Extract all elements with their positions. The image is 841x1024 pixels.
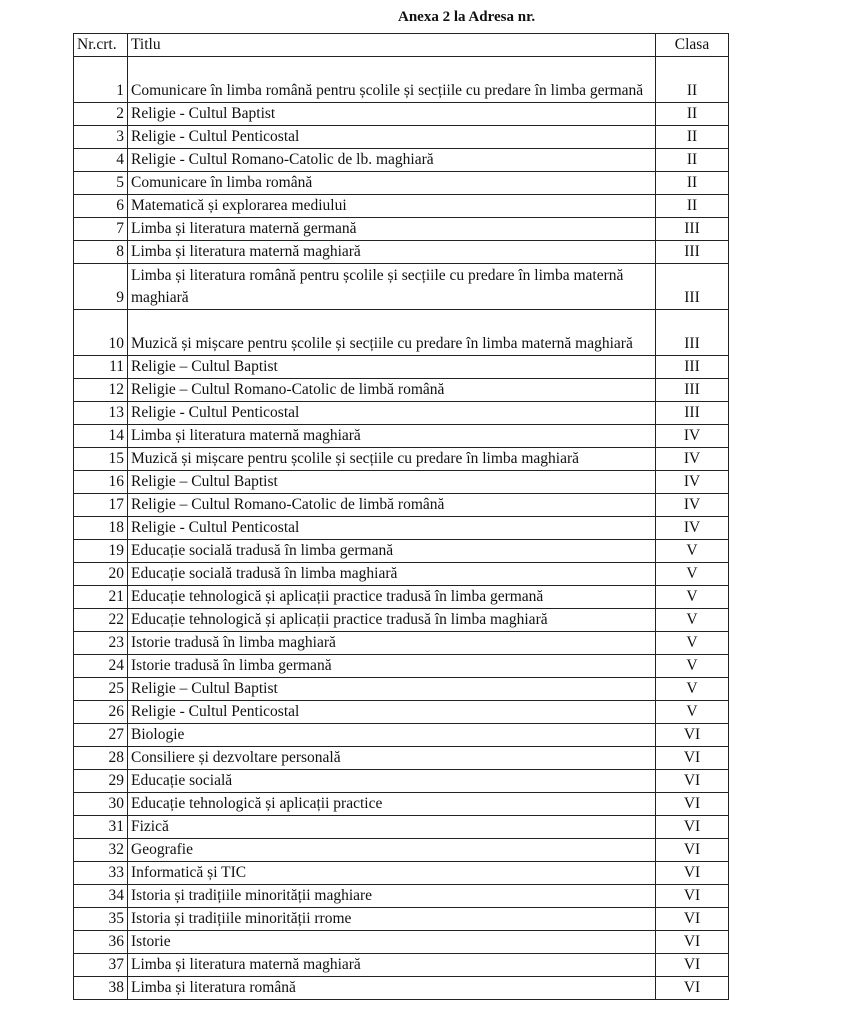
row-class: IV: [656, 448, 729, 471]
table-row: [74, 770, 729, 793]
row-number: 33: [74, 862, 128, 885]
row-class: II: [656, 149, 729, 172]
row-class: IV: [656, 471, 729, 494]
row-class: VI: [656, 724, 729, 747]
table-row: [74, 494, 729, 517]
row-title: Informatică și TIC: [128, 862, 656, 885]
row-number: 24: [74, 655, 128, 678]
row-number: 10: [74, 310, 128, 356]
header-nr: Nr.crt.: [74, 34, 128, 57]
row-title: Biologie: [128, 724, 656, 747]
table-row: [74, 724, 729, 747]
row-class: II: [656, 126, 729, 149]
table-row: [74, 908, 729, 931]
row-number: 32: [74, 839, 128, 862]
table-row: [74, 816, 729, 839]
row-number: 14: [74, 425, 128, 448]
row-class: V: [656, 586, 729, 609]
table-row: [74, 931, 729, 954]
row-title: Istorie tradusă în limba maghiară: [128, 632, 656, 655]
row-title: Religie - Cultul Baptist: [128, 103, 656, 126]
table-row: [74, 448, 729, 471]
subjects-table: [73, 33, 729, 1000]
row-number: 19: [74, 540, 128, 563]
row-class: VI: [656, 954, 729, 977]
row-title: Limba și literatura română pentru școlile și secțiile cu predare în limba maternă maghiară: [128, 264, 656, 310]
row-class: III: [656, 356, 729, 379]
row-number: 1: [74, 57, 128, 103]
row-class: VI: [656, 862, 729, 885]
row-title: Istoria și tradițiile minorității rrome: [128, 908, 656, 931]
row-title: Educație socială tradusă în limba maghiară: [128, 563, 656, 586]
row-number: 28: [74, 747, 128, 770]
row-title: Muzică și mișcare pentru școlile și secțiile cu predare în limba maternă maghiară: [128, 310, 656, 356]
row-class: V: [656, 678, 729, 701]
table-row: [74, 839, 729, 862]
row-title: Religie - Cultul Penticostal: [128, 126, 656, 149]
row-number: 4: [74, 149, 128, 172]
row-class: V: [656, 540, 729, 563]
row-class: II: [656, 57, 729, 103]
row-class: VI: [656, 885, 729, 908]
row-number: 16: [74, 471, 128, 494]
row-class: V: [656, 609, 729, 632]
row-title: Religie – Cultul Romano-Catolic de limbă română: [128, 494, 656, 517]
table-header: [74, 34, 729, 57]
row-class: IV: [656, 517, 729, 540]
row-class: II: [656, 195, 729, 218]
row-title: Istoria și tradițiile minorității maghiare: [128, 885, 656, 908]
row-title: Educație socială tradusă în limba germană: [128, 540, 656, 563]
table-row: [74, 471, 729, 494]
row-title: Educație tehnologică și aplicații practice tradusă în limba maghiară: [128, 609, 656, 632]
row-class: VI: [656, 747, 729, 770]
table-row: [74, 885, 729, 908]
row-class: III: [656, 241, 729, 264]
row-title: Limba și literatura maternă maghiară: [128, 954, 656, 977]
header-titlu: Titlu: [128, 34, 656, 57]
table-row: [74, 540, 729, 563]
row-title: Religie - Cultul Romano-Catolic de lb. maghiară: [128, 149, 656, 172]
row-title: Religie - Cultul Penticostal: [128, 701, 656, 724]
document-heading: Anexa 2 la Adresa nr.: [398, 9, 536, 25]
row-class: III: [656, 310, 729, 356]
row-number: 23: [74, 632, 128, 655]
row-class: IV: [656, 425, 729, 448]
row-title: Fizică: [128, 816, 656, 839]
row-number: 5: [74, 172, 128, 195]
row-title: Limba și literatura maternă germană: [128, 218, 656, 241]
row-title: Educație socială: [128, 770, 656, 793]
row-number: 2: [74, 103, 128, 126]
row-class: VI: [656, 839, 729, 862]
row-title: Matematică și explorarea mediului: [128, 195, 656, 218]
table-row: [74, 379, 729, 402]
row-number: 27: [74, 724, 128, 747]
row-number: 36: [74, 931, 128, 954]
row-number: 26: [74, 701, 128, 724]
table-row: [74, 126, 729, 149]
row-title: Educație tehnologică și aplicații practice: [128, 793, 656, 816]
row-class: VI: [656, 793, 729, 816]
table-row: [74, 632, 729, 655]
row-title: Religie – Cultul Baptist: [128, 678, 656, 701]
row-title: Limba și literatura maternă maghiară: [128, 425, 656, 448]
table-row: [74, 678, 729, 701]
row-number: 8: [74, 241, 128, 264]
row-number: 17: [74, 494, 128, 517]
table-row: [74, 701, 729, 724]
row-title: Consiliere și dezvoltare personală: [128, 747, 656, 770]
table-row: [74, 609, 729, 632]
table-row: [74, 586, 729, 609]
row-class: VI: [656, 977, 729, 1000]
row-class: II: [656, 103, 729, 126]
row-number: 30: [74, 793, 128, 816]
row-class: II: [656, 172, 729, 195]
row-number: 35: [74, 908, 128, 931]
table-row: [74, 149, 729, 172]
row-number: 12: [74, 379, 128, 402]
row-title: Limba și literatura maternă maghiară: [128, 241, 656, 264]
row-title: Muzică și mișcare pentru școlile și secțiile cu predare în limba maghiară: [128, 448, 656, 471]
row-class: IV: [656, 494, 729, 517]
table-row: [74, 356, 729, 379]
row-title: Religie – Cultul Romano-Catolic de limbă română: [128, 379, 656, 402]
table-row: [74, 218, 729, 241]
row-number: 18: [74, 517, 128, 540]
row-class: VI: [656, 816, 729, 839]
row-class: III: [656, 379, 729, 402]
table-row: [74, 655, 729, 678]
table-row: [74, 57, 729, 103]
row-number: 15: [74, 448, 128, 471]
row-class: III: [656, 402, 729, 425]
table-row: [74, 977, 729, 1000]
row-number: 34: [74, 885, 128, 908]
row-number: 38: [74, 977, 128, 1000]
row-title: Religie – Cultul Baptist: [128, 356, 656, 379]
row-number: 3: [74, 126, 128, 149]
table-row: [74, 402, 729, 425]
row-number: 7: [74, 218, 128, 241]
row-title: Istorie: [128, 931, 656, 954]
row-class: V: [656, 563, 729, 586]
row-title: Limba și literatura română: [128, 977, 656, 1000]
table-row: [74, 793, 729, 816]
row-number: 11: [74, 356, 128, 379]
row-class: VI: [656, 770, 729, 793]
row-title: Comunicare în limba română pentru școlile și secțiile cu predare în limba germană: [128, 57, 656, 103]
row-number: 20: [74, 563, 128, 586]
row-number: 31: [74, 816, 128, 839]
row-title: Geografie: [128, 839, 656, 862]
row-number: 13: [74, 402, 128, 425]
row-class: III: [656, 218, 729, 241]
row-title: Educație tehnologică și aplicații practice tradusă în limba germană: [128, 586, 656, 609]
header-clasa: Clasa: [656, 34, 729, 57]
row-title: Comunicare în limba română: [128, 172, 656, 195]
row-title: Religie - Cultul Penticostal: [128, 402, 656, 425]
row-number: 21: [74, 586, 128, 609]
table-row: [74, 954, 729, 977]
row-number: 6: [74, 195, 128, 218]
row-title: Istorie tradusă în limba germană: [128, 655, 656, 678]
row-title: Religie – Cultul Baptist: [128, 471, 656, 494]
table-row: [74, 103, 729, 126]
table-row: [74, 747, 729, 770]
table-row: [74, 195, 729, 218]
table-row: [74, 425, 729, 448]
row-number: 22: [74, 609, 128, 632]
row-class: V: [656, 701, 729, 724]
row-number: 37: [74, 954, 128, 977]
table-row: [74, 310, 729, 356]
row-class: VI: [656, 931, 729, 954]
row-number: 9: [74, 264, 128, 310]
table-row: [74, 172, 729, 195]
row-title: Religie - Cultul Penticostal: [128, 517, 656, 540]
table-row: [74, 241, 729, 264]
table-row: [74, 862, 729, 885]
row-number: 29: [74, 770, 128, 793]
row-number: 25: [74, 678, 128, 701]
row-class: VI: [656, 908, 729, 931]
row-class: V: [656, 632, 729, 655]
row-class: III: [656, 264, 729, 310]
table-row: [74, 517, 729, 540]
table-row: [74, 563, 729, 586]
row-class: V: [656, 655, 729, 678]
table-row: [74, 264, 729, 310]
